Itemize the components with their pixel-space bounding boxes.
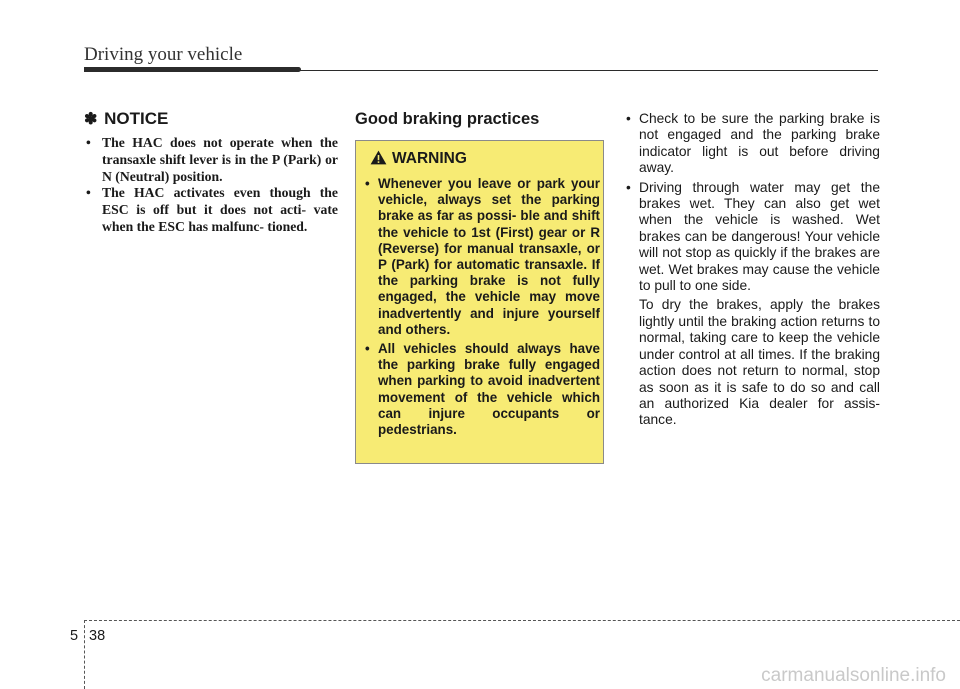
chapter-number: 5: [70, 628, 79, 644]
warning-item-text: All vehicles should always have the parking brake fully engaged when parking to avoid inadvertent movement of the vehicle which can injure occupants or pedestrians.: [378, 341, 600, 438]
header-rule-thin: [300, 70, 878, 71]
warning-item: [364, 176, 600, 338]
warning-box: [355, 140, 604, 464]
braking-tip-item: [624, 111, 880, 177]
dry-brakes-paragraph: To dry the brakes, apply the brakes lightly until the braking action returns to normal, taking care to keep the vehicle under control at all times. If the braking action does not return to normal, stop as soon as it is safe to do so and call an authorized Kia dealer for assis- tance.: [639, 297, 880, 428]
section-heading: Good braking practices: [355, 110, 540, 128]
notice-item-text: The HAC activates even though the ESC is off but it does not acti- vate when the ESC has malfunc- tioned.: [102, 185, 338, 234]
braking-tips-column: [624, 111, 880, 429]
warning-title-label: WARNING: [392, 150, 467, 167]
footer-divider: [84, 620, 85, 689]
warning-triangle-icon: [370, 150, 387, 165]
notice-list: [84, 135, 338, 236]
notice-item-text: The HAC does not operate when the transaxle shift lever is in the P (Park) or N (Neutral) position.: [102, 135, 338, 184]
page-header-title: Driving your vehicle: [84, 44, 243, 65]
bullet-icon: •: [86, 135, 91, 150]
bullet-icon: •: [626, 179, 631, 195]
footer-rule: [84, 620, 960, 621]
warning-item: [364, 341, 600, 438]
bullet-icon: •: [365, 341, 370, 357]
braking-tip-text: Driving through water may get the brakes wet. They can also get wet when the vehicle is washed. Wet brakes can be dangerous! Your vehicle will not stop as quickly if the brakes are wet. Wet brakes may cause the vehicle to pull to one side.: [639, 179, 880, 294]
braking-tips-list: [624, 111, 880, 294]
bullet-icon: •: [626, 111, 631, 126]
notice-section: [84, 109, 338, 236]
warning-item-text: Whenever you leave or park your vehicle, always set the parking brake as far as possi- ble and shift the vehicle to 1st (First) gear or R (Reverse) for manual transaxle, or P (Park) for automatic transaxle. If the parking brake is not fully engaged, the vehicle may move inadvertently and injure yourself and others.: [378, 176, 600, 337]
header-rule-thick: [84, 67, 301, 72]
braking-tip-text: Check to be sure the parking brake is not engaged and the parking brake indicator light is out before driving away.: [639, 111, 880, 176]
page-number: 38: [89, 628, 106, 644]
warning-list: [364, 176, 600, 441]
notice-item: [84, 185, 338, 235]
notice-heading-label: NOTICE: [104, 109, 169, 128]
watermark: carmanualsonline.info: [761, 665, 946, 686]
asterisk-mark-icon: ✽: [84, 111, 98, 128]
warning-title: [370, 150, 467, 168]
braking-tip-item: [624, 180, 880, 295]
notice-item: [84, 135, 338, 185]
bullet-icon: •: [365, 176, 370, 191]
bullet-icon: •: [86, 185, 91, 201]
notice-heading: [84, 109, 338, 129]
